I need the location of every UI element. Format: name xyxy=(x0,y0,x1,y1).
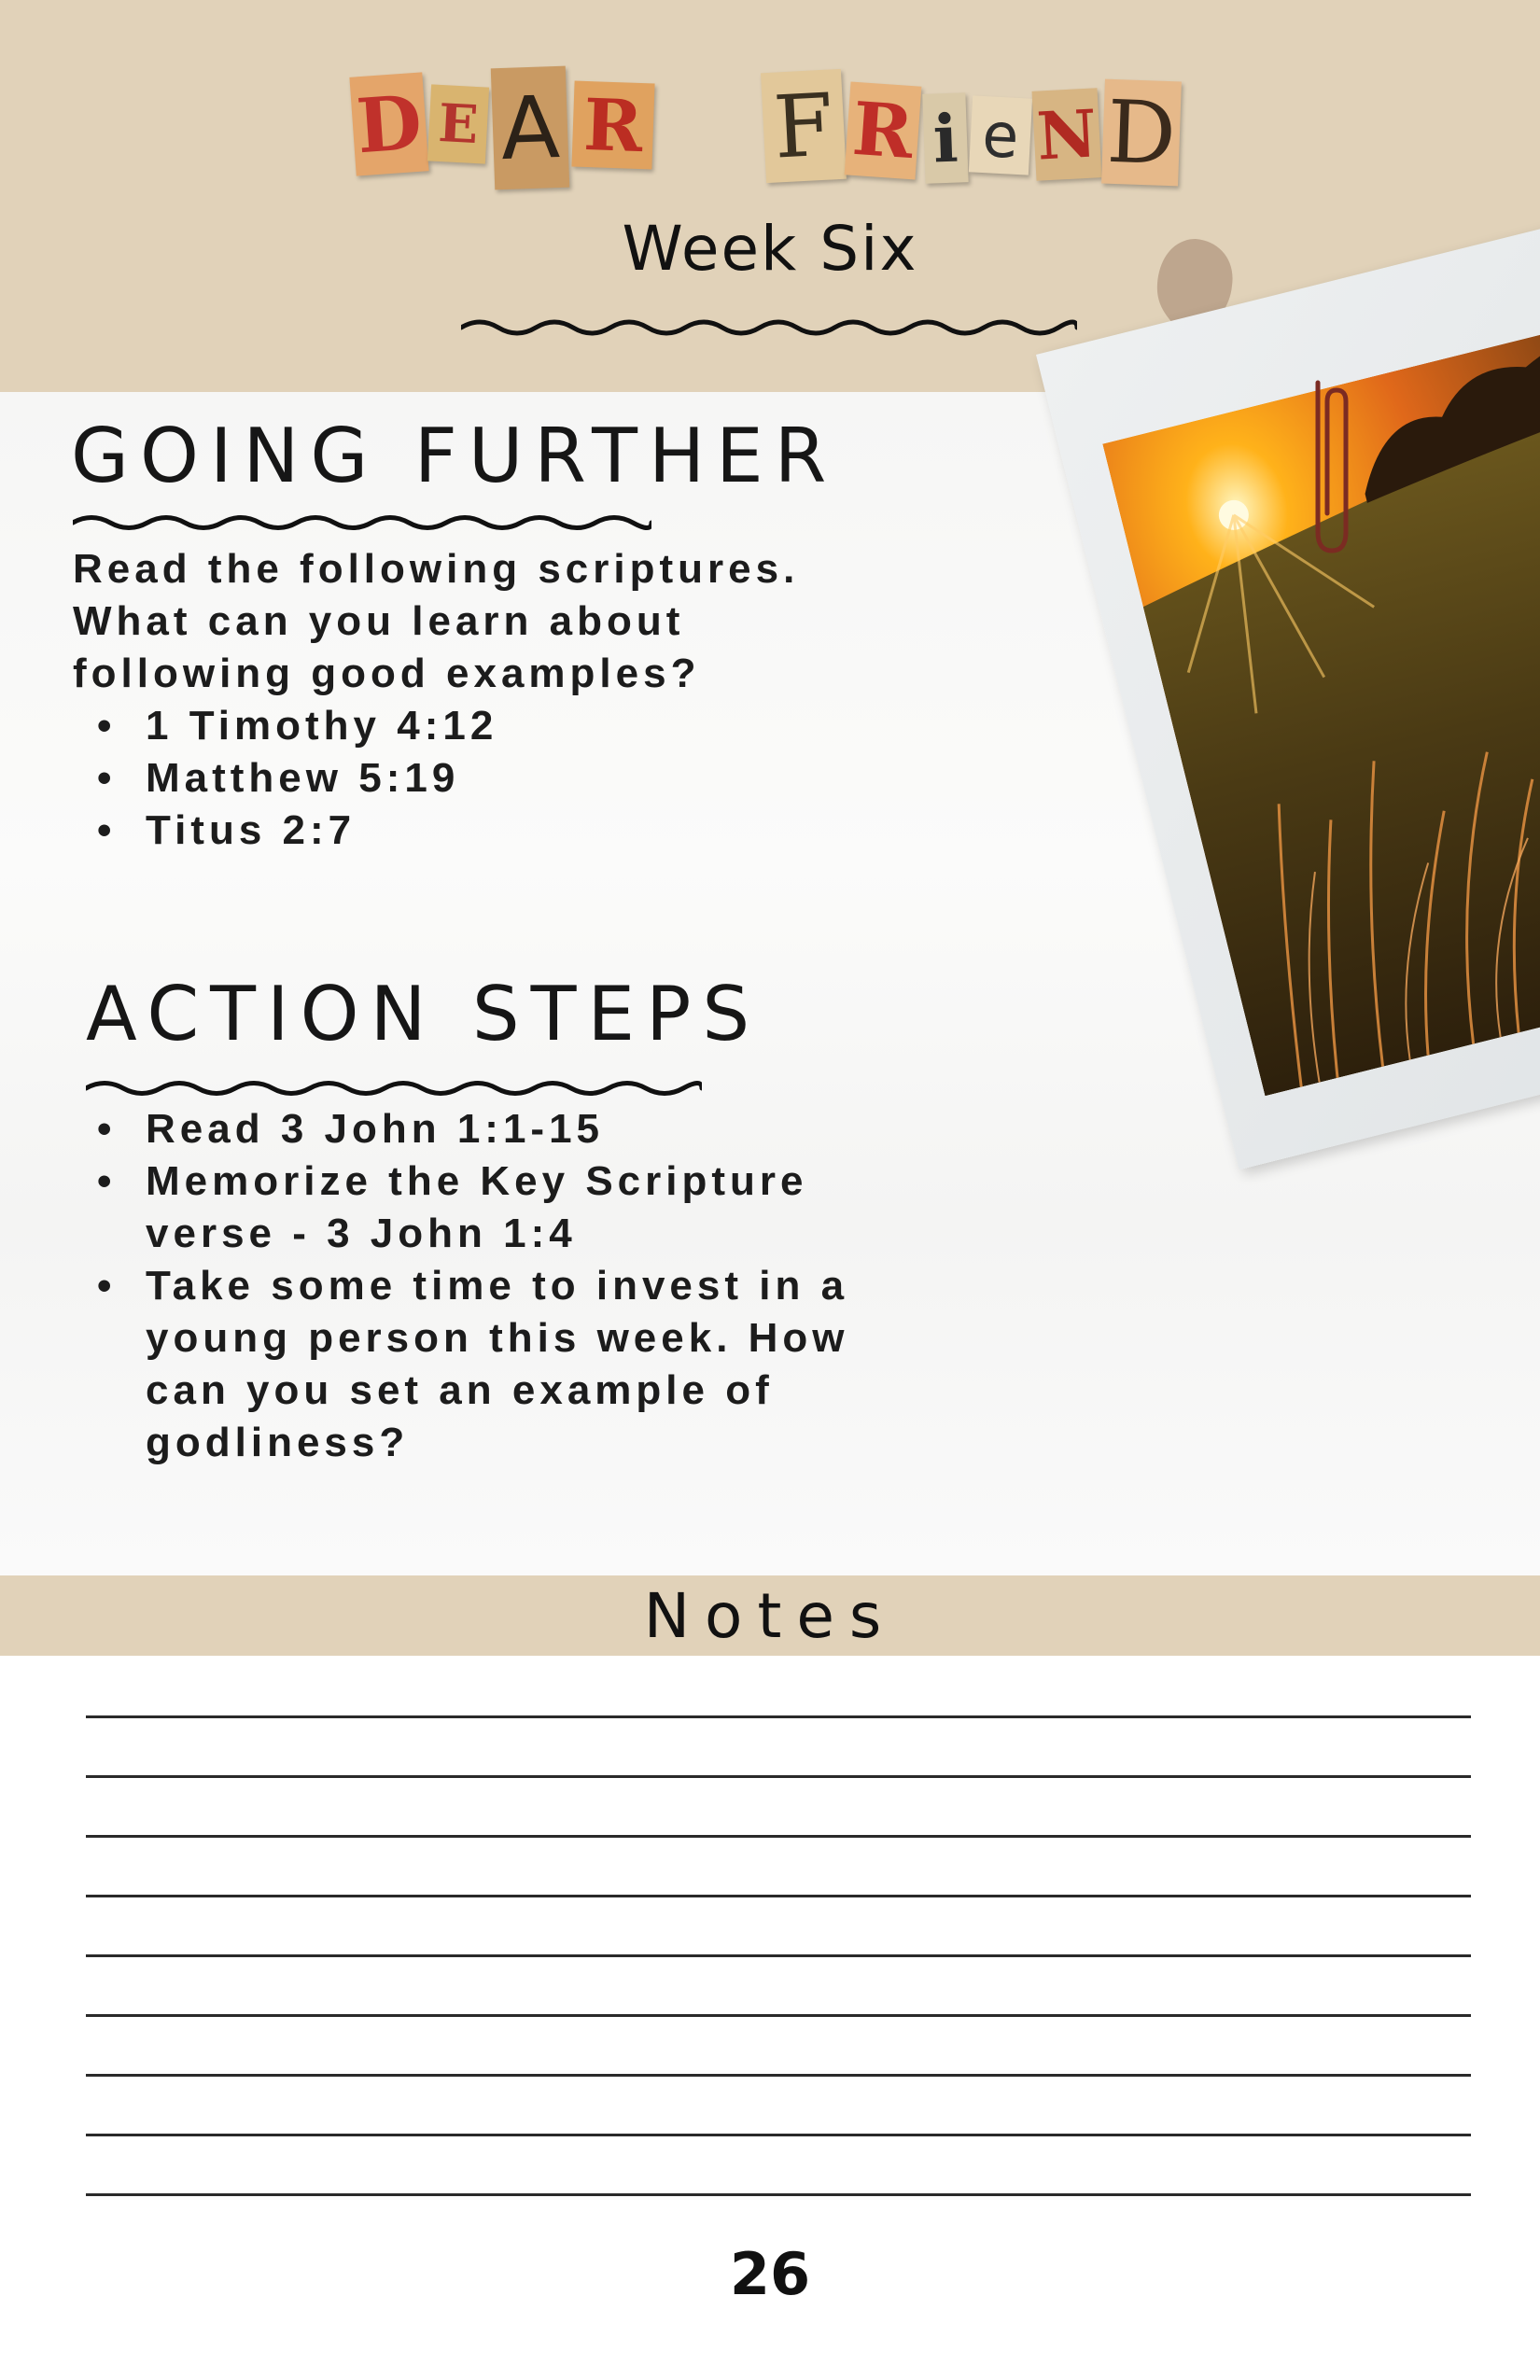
notes-label: Notes xyxy=(643,1579,897,1652)
going-further-heading: GOING FURTHER xyxy=(71,413,838,499)
title-letter: F xyxy=(761,69,847,183)
page-number: 26 xyxy=(729,2240,811,2308)
action-step-line: verse - 3 John 1:4 xyxy=(146,1211,577,1256)
note-line xyxy=(86,1895,1471,1897)
note-line xyxy=(86,1775,1471,1778)
title-letter: E xyxy=(427,84,489,163)
action-step-line: godliness? xyxy=(146,1420,410,1465)
header-wavy-underline xyxy=(461,314,1077,342)
action-step-item xyxy=(73,1155,969,1260)
week-title: Week Six xyxy=(622,213,918,285)
action-steps-wavy-underline xyxy=(86,1075,702,1101)
note-line xyxy=(86,2014,1471,2017)
title-letter: i xyxy=(922,92,968,184)
title-letter: R xyxy=(571,81,654,170)
title-letter: N xyxy=(1032,88,1102,181)
note-line xyxy=(86,2074,1471,2077)
intro-line: Read the following scriptures. xyxy=(73,546,800,592)
scripture-item: • Matthew 5:19 xyxy=(73,752,913,805)
action-steps-heading: ACTION STEPS xyxy=(86,971,762,1057)
note-line xyxy=(86,2193,1471,2196)
going-further-body xyxy=(73,543,913,857)
intro-line: following good examples? xyxy=(73,651,701,696)
scripture-item: • Titus 2:7 xyxy=(73,805,913,857)
action-step-line: young person this week. How xyxy=(146,1315,849,1361)
title-letter: R xyxy=(845,81,922,179)
paperclip-icon xyxy=(1299,373,1355,560)
going-further-wavy-underline xyxy=(73,510,651,536)
action-step-line: • Memorize the Key Scripture xyxy=(146,1158,808,1204)
dear-friend-title xyxy=(353,65,1193,205)
action-step-item xyxy=(73,1260,969,1469)
title-letter: A xyxy=(491,66,569,190)
action-steps-body xyxy=(73,1103,969,1469)
action-step-line: • Take some time to invest in a xyxy=(146,1263,849,1309)
action-steps-list xyxy=(73,1103,969,1469)
title-letter: e xyxy=(969,95,1032,175)
action-step-line: • Read 3 John 1:1-15 xyxy=(146,1106,605,1152)
note-line xyxy=(86,1835,1471,1838)
title-letter: D xyxy=(1101,79,1182,187)
notes-band xyxy=(0,1575,1540,1656)
note-line xyxy=(86,1954,1471,1957)
title-letter: D xyxy=(349,72,428,175)
scripture-list xyxy=(73,700,913,857)
intro-line: What can you learn about xyxy=(73,598,685,644)
scripture-item: • 1 Timothy 4:12 xyxy=(73,700,913,752)
action-step-line: can you set an example of xyxy=(146,1367,774,1413)
note-line xyxy=(86,2134,1471,2136)
note-line xyxy=(86,1715,1471,1718)
action-step-item xyxy=(73,1103,969,1155)
